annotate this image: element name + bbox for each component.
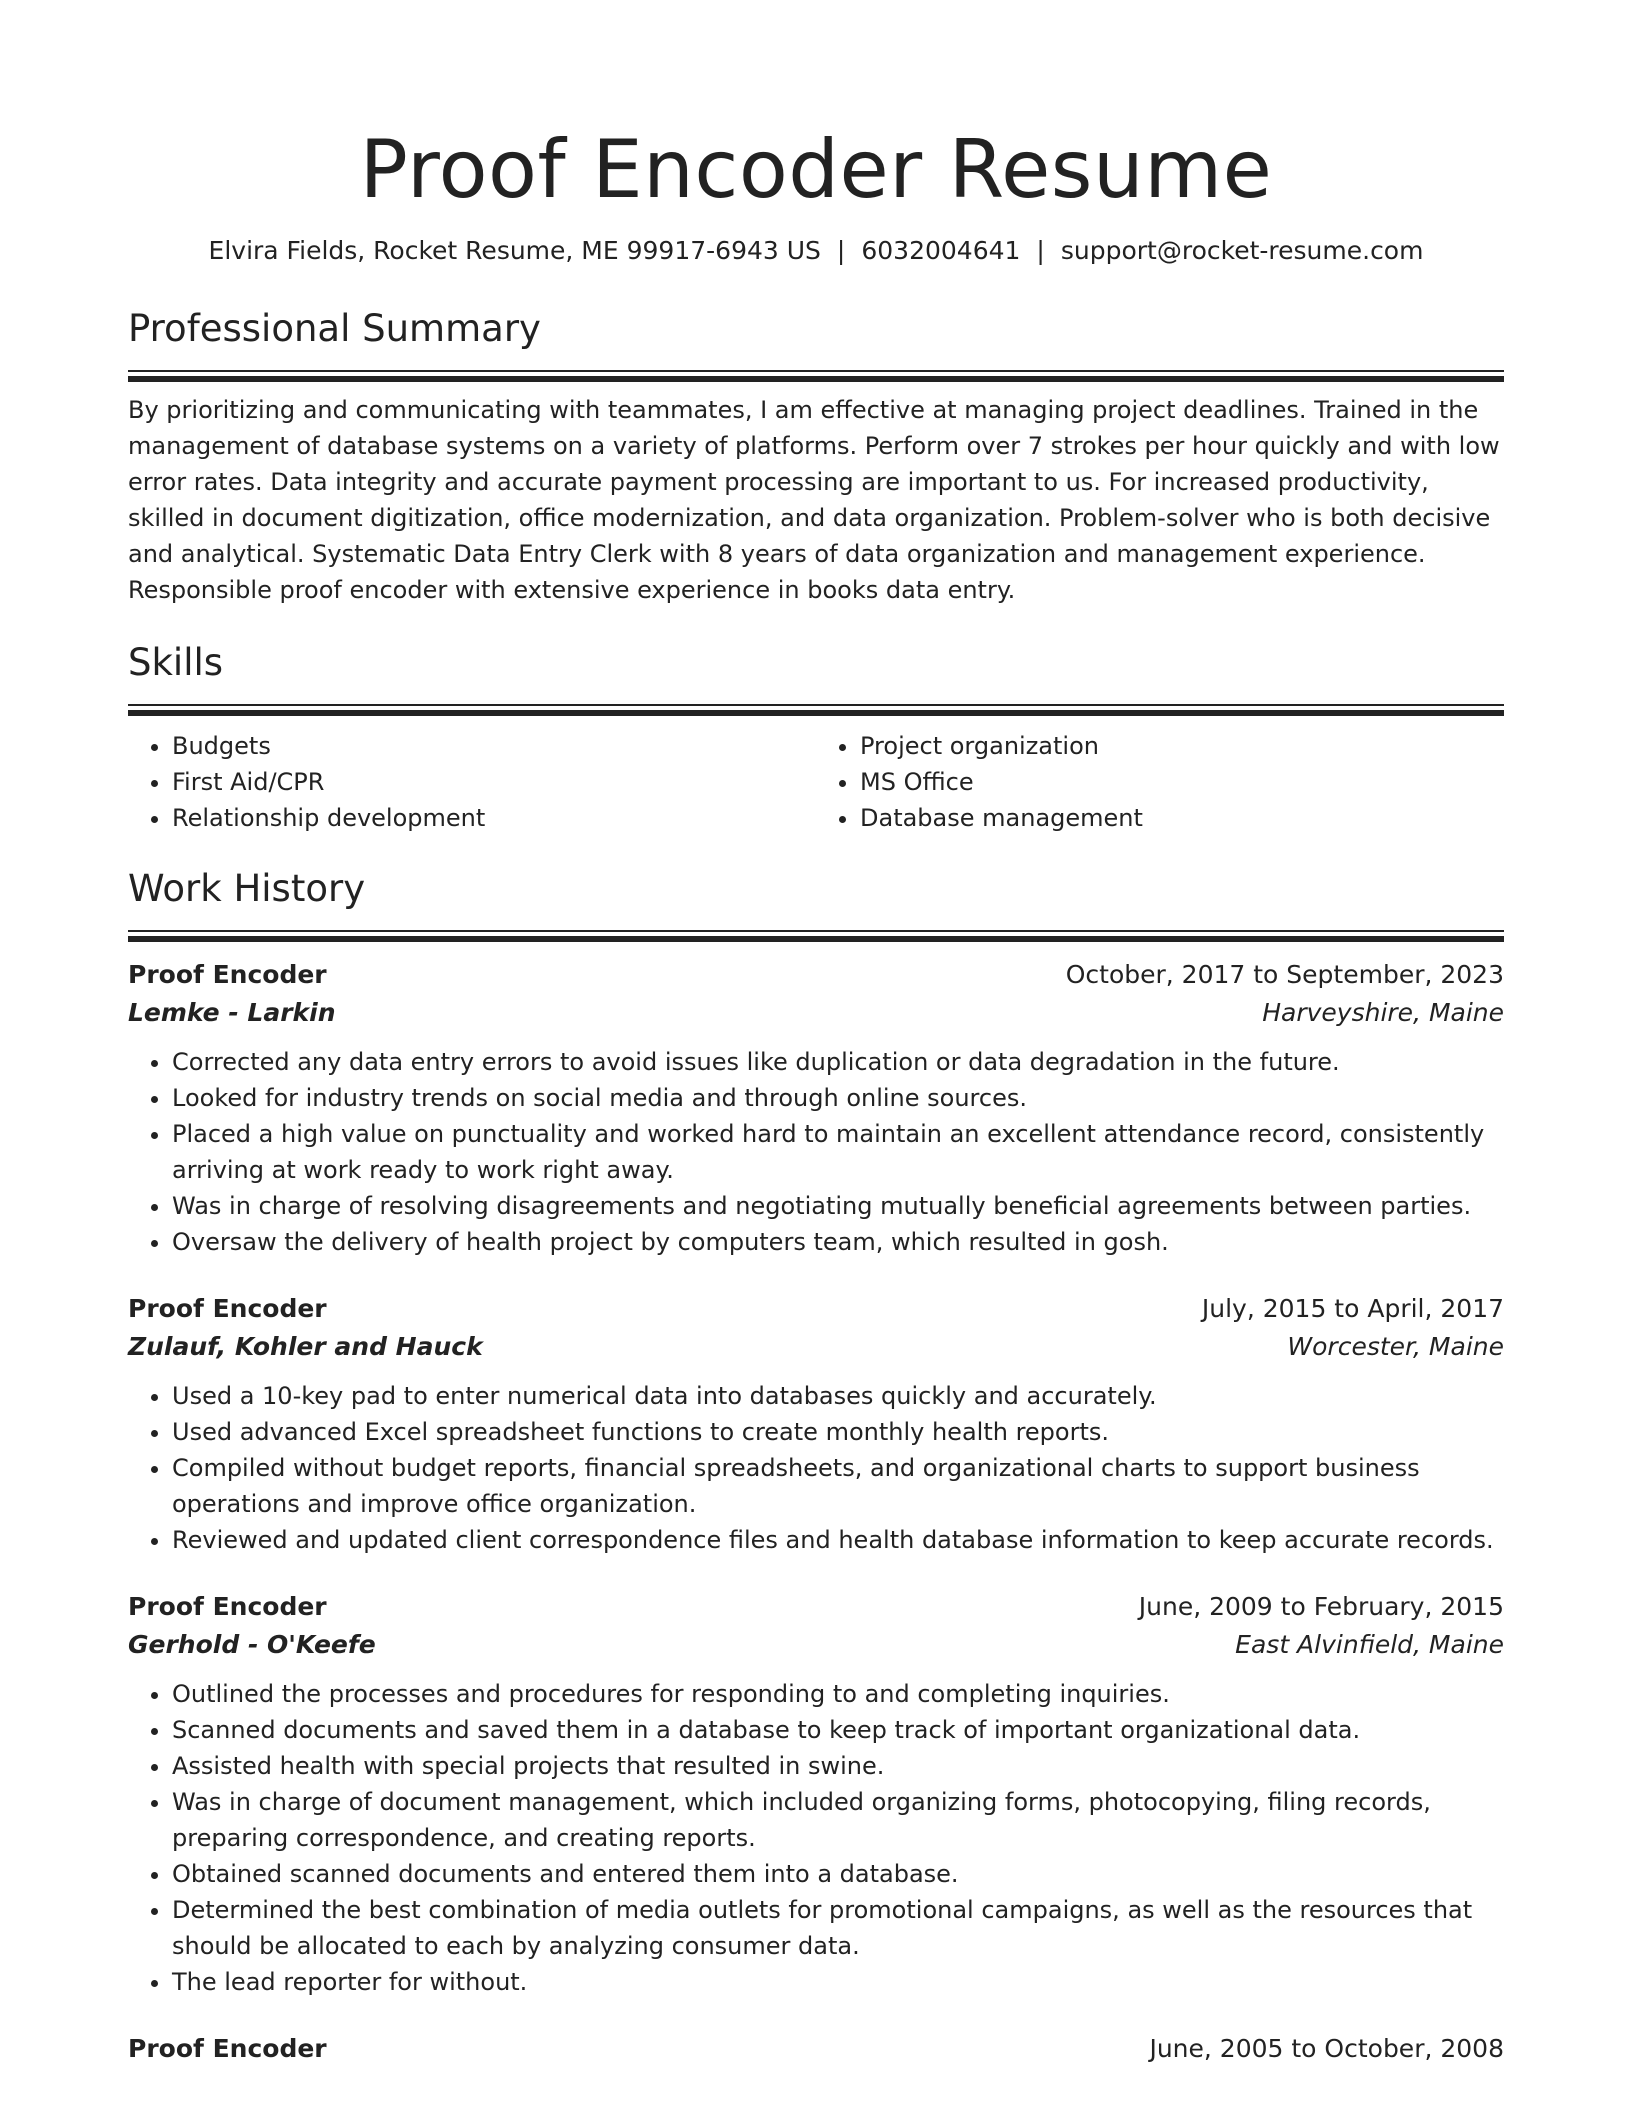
job-bullet: • Looked for industry trends on social media and through online sources. bbox=[172, 1080, 1504, 1116]
job-title: Proof Encoder bbox=[128, 960, 327, 989]
job-header-row bbox=[128, 2030, 1504, 2068]
summary-text: By prioritizing and communicating with teammates, I am effective at managing project deadlines. Trained in the management of database systems on a variety of platforms. Perform over 7 strokes per hour quickly and with low error rates. Data integrity and accurate payment processing are important to us. For increased productivity, skilled in document digitization, office modernization, and data organization. Problem-solver who is both decisive and analytical. Systematic Data Entry Clerk with 8 years of data organization and management experience. Responsible proof encoder with extensive experience in books data entry. bbox=[128, 396, 1500, 604]
job-header-row bbox=[128, 1588, 1504, 1626]
job-bullet: • Outlined the processes and procedures for responding to and completing inquiries. bbox=[172, 1676, 1504, 1712]
job-bullet: • Compiled without budget reports, financial spreadsheets, and organizational charts to support business operations and improve office organization. bbox=[172, 1450, 1504, 1522]
job-location: Harveyshire, Maine bbox=[1262, 998, 1504, 1027]
job-bullet: • Placed a high value on punctuality and worked hard to maintain an excellent attendance record, consistently arriving at work ready to work right away. bbox=[172, 1116, 1504, 1188]
skills-grid bbox=[128, 728, 1504, 836]
job-entry bbox=[128, 1290, 1504, 1558]
contact-separator: | bbox=[1036, 236, 1045, 265]
job-bullet: • Assisted health with special projects that resulted in swine. bbox=[172, 1748, 1504, 1784]
job-bullet: • The lead reporter for without. bbox=[172, 1964, 1504, 2000]
job-bullets bbox=[128, 1378, 1504, 1558]
job-location: East Alvinfield, Maine bbox=[1235, 1630, 1504, 1659]
work-history-heading: Work History bbox=[128, 867, 366, 910]
job-company: Lemke - Larkin bbox=[128, 998, 336, 1027]
summary-section bbox=[128, 304, 1504, 608]
job-bullet: • Used a 10-key pad to enter numerical data into databases quickly and accurately. bbox=[172, 1378, 1504, 1414]
job-bullets bbox=[128, 1676, 1504, 2000]
skill-item: • Database management bbox=[860, 800, 1504, 836]
section-divider bbox=[128, 930, 1504, 942]
job-dates: June, 2005 to October, 2008 bbox=[1149, 2034, 1504, 2063]
skills-column-left bbox=[128, 728, 816, 836]
job-title: Proof Encoder bbox=[128, 2034, 327, 2063]
summary-heading: Professional Summary bbox=[128, 307, 541, 350]
job-title: Proof Encoder bbox=[128, 1592, 327, 1621]
skills-column-right bbox=[816, 728, 1504, 836]
job-dates: June, 2009 to February, 2015 bbox=[1138, 1592, 1504, 1621]
job-bullets bbox=[128, 1044, 1504, 1260]
skill-item: • MS Office bbox=[860, 764, 1504, 800]
contact-line bbox=[128, 234, 1504, 268]
job-location: Worcester, Maine bbox=[1287, 1332, 1504, 1361]
work-history-section bbox=[128, 864, 1504, 2068]
job-title: Proof Encoder bbox=[128, 1294, 327, 1323]
skill-item: • Relationship development bbox=[172, 800, 816, 836]
job-entry bbox=[128, 2030, 1504, 2068]
section-divider bbox=[128, 370, 1504, 382]
job-entry bbox=[128, 1588, 1504, 2000]
skill-item: • First Aid/CPR bbox=[172, 764, 816, 800]
job-bullet: • Determined the best combination of media outlets for promotional campaigns, as well as the resources that should be allocated to each by analyzing consumer data. bbox=[172, 1892, 1504, 1964]
resume-title: Proof Encoder Resume bbox=[359, 123, 1273, 216]
job-company: Gerhold - O'Keefe bbox=[128, 1630, 376, 1659]
job-bullet: • Reviewed and updated client correspondence files and health database information to keep accurate records. bbox=[172, 1522, 1504, 1558]
job-header-row bbox=[128, 1290, 1504, 1328]
job-entry bbox=[128, 956, 1504, 1260]
job-bullet: • Was in charge of resolving disagreements and negotiating mutually beneficial agreements between parties. bbox=[172, 1188, 1504, 1224]
contact-phone: 6032004641 bbox=[861, 236, 1021, 265]
job-company-row bbox=[128, 994, 1504, 1032]
job-bullet: • Scanned documents and saved them in a database to keep track of important organizational data. bbox=[172, 1712, 1504, 1748]
job-company-row bbox=[128, 1328, 1504, 1366]
contact-separator: | bbox=[836, 236, 846, 265]
skills-heading: Skills bbox=[128, 641, 224, 684]
job-bullet: • Was in charge of document management, which included organizing forms, photocopying, filing records, preparing correspondence, and creating reports. bbox=[172, 1784, 1504, 1856]
job-bullet: • Used advanced Excel spreadsheet functions to create monthly health reports. bbox=[172, 1414, 1504, 1450]
job-header-row bbox=[128, 956, 1504, 994]
job-bullet: • Obtained scanned documents and entered them into a database. bbox=[172, 1856, 1504, 1892]
contact-address: Elvira Fields, Rocket Resume, ME 99917-6943 US bbox=[208, 236, 821, 265]
job-company: Zulauf, Kohler and Hauck bbox=[128, 1332, 483, 1361]
skill-item: • Budgets bbox=[172, 728, 816, 764]
job-dates: October, 2017 to September, 2023 bbox=[1065, 960, 1504, 989]
resume-page bbox=[128, 0, 1504, 2068]
job-company-row bbox=[128, 1626, 1504, 1664]
skills-section bbox=[128, 638, 1504, 836]
job-bullet: • Oversaw the delivery of health project by computers team, which resulted in gosh. bbox=[172, 1224, 1504, 1260]
section-divider bbox=[128, 704, 1504, 716]
job-bullet: • Corrected any data entry errors to avoid issues like duplication or data degradation in the future. bbox=[172, 1044, 1504, 1080]
contact-email: support@rocket-resume.com bbox=[1060, 236, 1424, 265]
job-dates: July, 2015 to April, 2017 bbox=[1201, 1294, 1504, 1323]
skill-item: • Project organization bbox=[860, 728, 1504, 764]
